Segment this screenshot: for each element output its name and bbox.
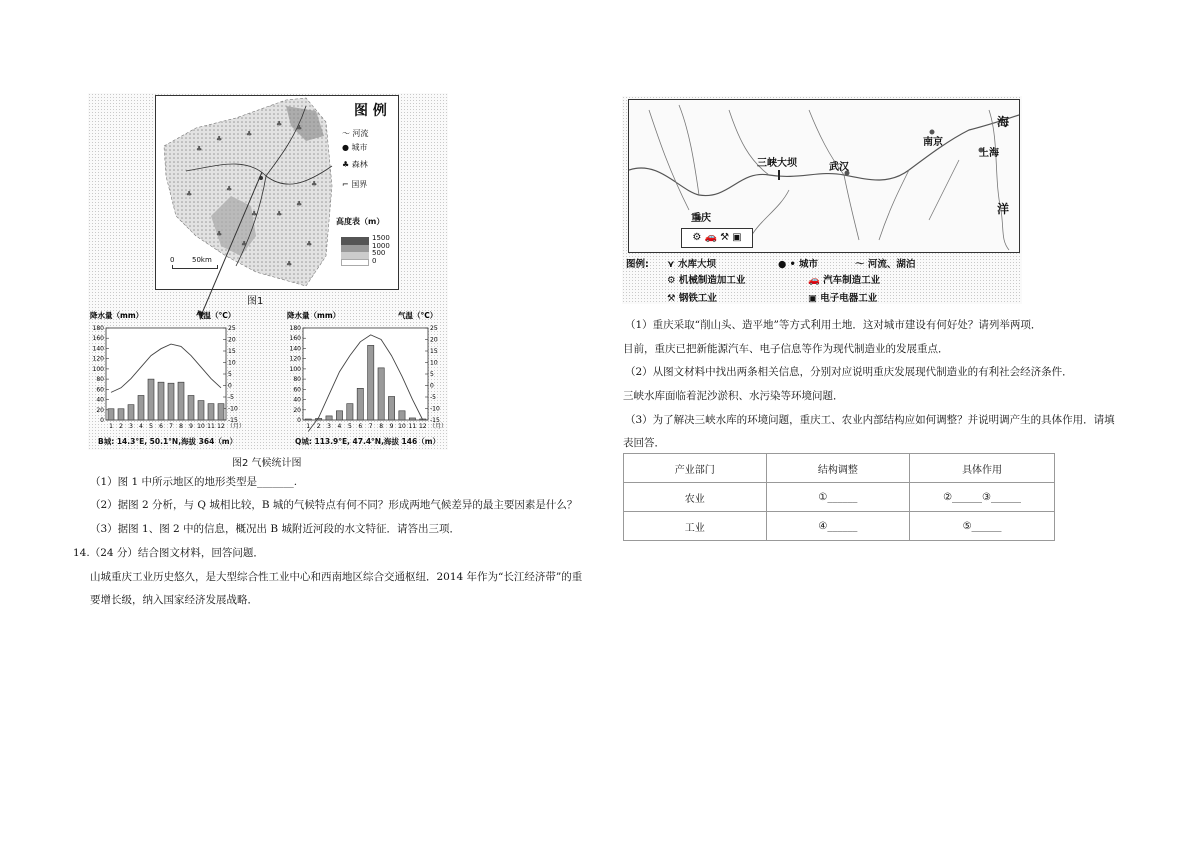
precipitation-bar: [148, 379, 154, 420]
legend-river: 〜 河流: [342, 129, 369, 138]
label-sea: 海: [997, 115, 1010, 129]
legend-dam: ⋎ 水库大坝: [667, 259, 717, 270]
y-tick-label: 140: [92, 345, 104, 353]
table-header: 结构调整: [766, 454, 910, 483]
pointer-arrow: [190, 168, 270, 328]
precipitation-bar: [399, 411, 405, 420]
label-nanjing: 南京: [923, 137, 943, 148]
y-tick-label: 0: [297, 417, 301, 424]
right-question-1: （1）重庆采取“削山头、造平地”等方式利用土地．这对城市建设有何好处？请列举两项．: [625, 319, 1042, 331]
y-tick-label: 180: [289, 325, 301, 332]
svg-text:♣: ♣: [296, 200, 303, 208]
y2-tick-label: -10: [228, 405, 238, 413]
x-tick-label: 9: [389, 423, 394, 430]
x-tick-label: 1: [109, 423, 113, 430]
y2-tick-label: 10: [228, 359, 236, 367]
x-tick-label: 1: [306, 423, 311, 430]
precipitation-bar: [316, 418, 322, 420]
table-row: [624, 483, 1055, 512]
figure-1-caption: 图1: [247, 296, 264, 307]
y2-tick-label: 20: [430, 336, 438, 344]
y-tick-label: 80: [293, 376, 301, 384]
x-tick-label: 3: [327, 423, 331, 430]
y2-tick-label: 0: [228, 382, 232, 390]
precipitation-bar: [208, 404, 214, 420]
answer-blank[interactable]: ⑤______: [910, 512, 1055, 541]
right-question-3-line-2: 表回答．: [623, 437, 665, 449]
legend-electronics: ▣ 电子电器工业: [808, 293, 878, 304]
precipitation-bar: [378, 368, 384, 420]
y2-tick-label: 5: [228, 371, 232, 378]
question-1: （1）图 1 中所示地区的地形类型是_______.: [90, 476, 298, 488]
elevation-title: 高度表（m）: [336, 217, 385, 226]
svg-text:♣: ♣: [276, 120, 283, 128]
y2-tick-label: -15: [228, 417, 238, 424]
x-tick-label: 5: [149, 423, 153, 430]
y-tick-label: 160: [289, 335, 301, 343]
legend-border: ⌐ 国界: [342, 180, 368, 189]
left-axis-title: 降水量（mm）: [90, 311, 144, 320]
legend-steel: ⚒ 钢铁工业: [667, 293, 717, 304]
x-tick-label: 11: [207, 423, 215, 430]
y-tick-label: 100: [92, 365, 104, 373]
y-tick-label: 60: [96, 386, 104, 394]
y2-tick-label: 25: [430, 325, 438, 332]
label-three-gorges: 三峡大坝: [757, 158, 797, 169]
precipitation-bar: [357, 388, 363, 420]
legend-title: 图 例: [354, 103, 387, 119]
precipitation-bar: [347, 404, 353, 420]
precipitation-bar: [158, 382, 164, 420]
climate-chart-q: [285, 310, 450, 445]
legend-auto: 🚗 汽车制造工业: [808, 275, 881, 286]
x-tick-label: 11: [408, 423, 417, 430]
legend-forest: ♣ 森林: [342, 160, 368, 169]
month-unit: （月）: [429, 423, 448, 430]
x-tick-label: 5: [347, 423, 352, 430]
figure-2-caption: 图2 气候统计图: [232, 458, 302, 469]
right-axis-title: 气温（°C）: [196, 311, 236, 320]
y-tick-label: 20: [293, 406, 301, 414]
answer-blank[interactable]: ②______③______: [910, 483, 1055, 512]
svg-text:♣: ♣: [186, 190, 193, 198]
label-ocean: 洋: [997, 202, 1010, 216]
question-14-text-2: 要增长级，纳入国家经济发展战略．: [90, 594, 258, 606]
y2-tick-label: 15: [430, 348, 438, 355]
precipitation-bar: [188, 395, 194, 420]
svg-text:♣: ♣: [251, 210, 258, 218]
legend-machinery: ⚙ 机械制造加工业: [667, 275, 746, 286]
q-city-label: Q城: 113.9°E, 47.4°N,海拔 146（m）: [295, 437, 441, 446]
elevation-swatches: [341, 237, 369, 267]
svg-text:♣: ♣: [226, 185, 233, 193]
right-axis-title: 气温（°C）: [398, 311, 438, 320]
y2-tick-label: -5: [430, 394, 436, 401]
left-axis-title: 降水量（mm）: [287, 311, 341, 320]
x-tick-label: 8: [379, 423, 384, 430]
y-tick-label: 40: [293, 396, 301, 404]
month-unit: （月）: [227, 423, 246, 430]
yangtze-map: [628, 99, 1020, 253]
question-2: （2）据图 2 分析，与 Q 城相比较，B 城的气候特点有何不同？形成两地气候差异的最主要因素是什么？: [90, 499, 578, 511]
plot-frame: [303, 328, 428, 420]
question-14-title: 14.（24 分）结合图文材料，回答问题．: [73, 547, 264, 559]
x-tick-label: 8: [179, 423, 183, 430]
y2-tick-label: -15: [430, 417, 440, 424]
y2-tick-label: 20: [228, 336, 236, 344]
x-tick-label: 9: [189, 423, 193, 430]
svg-text:♣: ♣: [286, 260, 293, 268]
y2-tick-label: -10: [430, 405, 440, 413]
x-tick-label: 4: [337, 423, 342, 430]
elevation-values: 1500 1000 500 0: [372, 234, 390, 265]
legend-city: ● 城市: [342, 143, 368, 152]
table-header: 产业部门: [624, 454, 767, 483]
y2-tick-label: 15: [228, 348, 236, 355]
y2-tick-label: 5: [430, 371, 434, 378]
precipitation-bar: [326, 416, 332, 420]
precipitation-bar: [305, 419, 311, 420]
right-question-2: （2）从图文材料中找出两条相关信息，分别对应说明重庆发展现代制造业的有利社会经济条件．: [625, 366, 1073, 378]
y-tick-label: 140: [289, 345, 301, 353]
svg-text:♣: ♣: [216, 230, 223, 238]
precipitation-bar: [388, 396, 394, 420]
svg-text:♣: ♣: [246, 130, 253, 138]
precipitation-bar: [218, 404, 224, 420]
y2-tick-label: 0: [430, 382, 434, 390]
scale-start: 0: [170, 256, 175, 264]
precipitation-bar: [409, 418, 415, 420]
y2-tick-label: 10: [430, 359, 438, 367]
y-tick-label: 20: [96, 406, 104, 414]
precipitation-bar: [336, 411, 342, 420]
table-header: 具体作用: [910, 454, 1055, 483]
b-city-label: B城: 14.3°E, 50.1°N,海拔 364（m）: [98, 437, 238, 446]
x-tick-label: 3: [129, 423, 133, 430]
x-tick-label: 12: [418, 423, 427, 430]
x-tick-label: 7: [169, 423, 173, 430]
answer-blank[interactable]: ①______: [766, 483, 910, 512]
y-tick-label: 100: [289, 365, 301, 373]
x-tick-label: 2: [119, 423, 123, 430]
table-cell: 工业: [624, 512, 767, 541]
industry-icons-box: ⚙ 🚗 ⚒ ▣: [681, 228, 753, 248]
x-tick-label: 6: [358, 423, 363, 430]
precipitation-bar: [168, 383, 174, 420]
industry-table: [623, 453, 1055, 541]
x-tick-label: 12: [217, 423, 225, 430]
y-tick-label: 0: [100, 417, 104, 424]
precipitation-bar: [128, 405, 134, 420]
y-tick-label: 80: [96, 376, 104, 384]
svg-text:♣: ♣: [196, 145, 203, 153]
svg-text:♣: ♣: [311, 180, 318, 188]
y2-tick-label: -5: [228, 394, 234, 401]
answer-blank[interactable]: ④______: [766, 512, 910, 541]
precipitation-bar: [368, 345, 374, 420]
legend-river-lake: 〜 河流、湖泊: [855, 259, 916, 270]
y-tick-label: 60: [293, 386, 301, 394]
y2-tick-label: 25: [228, 325, 236, 332]
y-tick-label: 120: [289, 355, 301, 363]
legend-city-dot: ● • 城市: [778, 259, 818, 270]
table-cell: 农业: [624, 483, 767, 512]
svg-text:♣: ♣: [241, 240, 248, 248]
right-paragraph-1: 目前，重庆已把新能源汽车、电子信息等作为现代制造业的发展重点．: [623, 343, 949, 355]
svg-text:♣: ♣: [276, 210, 283, 218]
right-question-3-line-1: （3）为了解决三峡水库的环境问题，重庆工、农业内部结构应如何调整？并说明调产生的具体作用．请填: [625, 414, 1115, 426]
precipitation-bar: [108, 409, 114, 420]
y-tick-label: 120: [92, 355, 104, 363]
x-tick-label: 10: [398, 423, 406, 430]
question-3: （3）据图 1、图 2 中的信息，概况出 B 城附近河段的水文特征．请答出三项．: [90, 523, 460, 535]
precipitation-bar: [178, 382, 184, 420]
svg-text:♣: ♣: [216, 135, 223, 143]
y-tick-label: 160: [92, 335, 104, 343]
precipitation-bar: [198, 401, 204, 420]
x-tick-label: 4: [139, 423, 143, 430]
table-header-row: [624, 454, 1055, 483]
x-tick-label: 6: [159, 423, 163, 430]
question-14-text-1: 山城重庆工业历史悠久，是大型综合性工业中心和西南地区综合交通枢纽．2014 年作为“长江经济带”的重: [90, 571, 583, 583]
table-row: [624, 512, 1055, 541]
map-legend-label: 图例:: [626, 259, 649, 270]
label-wuhan: 武汉: [829, 162, 849, 173]
y-tick-label: 180: [92, 325, 104, 332]
x-tick-label: 7: [368, 423, 373, 430]
svg-text:♣: ♣: [296, 124, 303, 132]
svg-text:♣: ♣: [306, 240, 313, 248]
label-chongqing: 重庆: [691, 213, 711, 224]
right-paragraph-2: 三峡水库面临着泥沙淤积、水污染等环境问题．: [623, 390, 844, 402]
scale-end: 50km: [192, 256, 212, 264]
x-tick-label: 10: [197, 423, 205, 430]
x-tick-label: 2: [316, 423, 321, 430]
y-tick-label: 40: [96, 396, 104, 404]
climate-chart-b: [88, 310, 248, 445]
label-shanghai: 上海: [979, 148, 999, 159]
precipitation-bar: [138, 395, 144, 420]
precipitation-bar: [118, 409, 124, 420]
